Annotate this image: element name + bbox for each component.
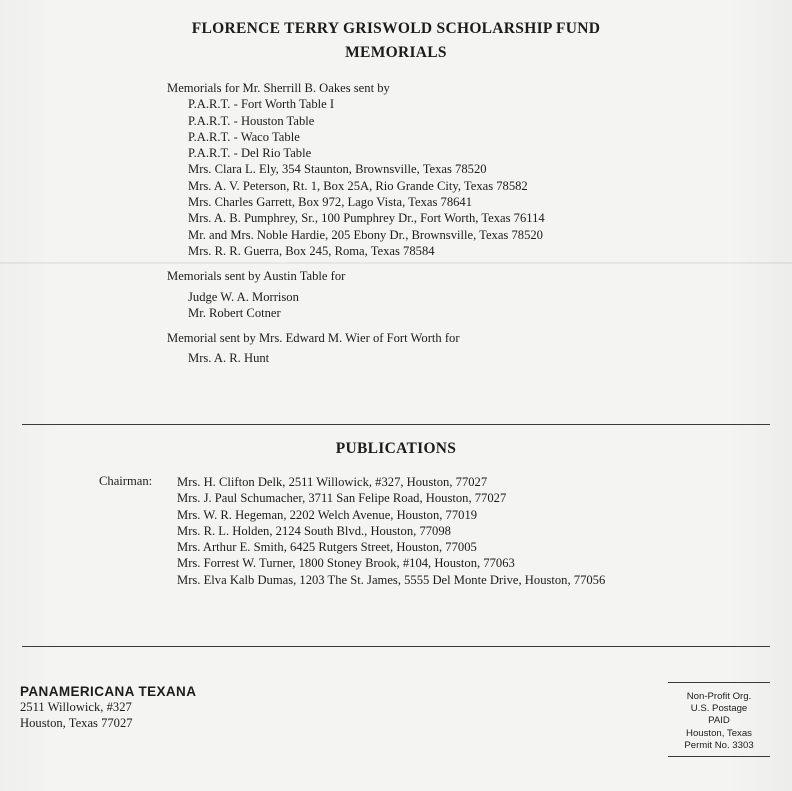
list-item: Mrs. A. V. Peterson, Rt. 1, Box 25A, Rio Grande City, Texas 78582 xyxy=(188,178,528,193)
postage-line: PAID xyxy=(708,715,730,727)
list-item: Mrs. R. R. Guerra, Box 245, Roma, Texas 78584 xyxy=(188,243,435,258)
postage-line: Permit No. 3303 xyxy=(684,739,754,751)
list-item: Mrs. A. B. Pumphrey, Sr., 100 Pumphrey Dr., Fort Worth, Texas 76114 xyxy=(188,211,545,226)
memorial-group-heading: Memorials for Mr. Sherrill B. Oakes sent by xyxy=(167,81,390,95)
postage-line: Non-Profit Org. xyxy=(686,691,752,702)
document-title: FLORENCE TERRY GRISWOLD SCHOLARSHIP FUND xyxy=(191,20,601,37)
section-heading-publications: PUBLICATIONS xyxy=(335,440,457,457)
list-item: P.A.R.T. - Waco Table xyxy=(188,129,300,144)
return-address-line: Houston, Texas 77027 xyxy=(20,716,133,730)
list-item: Mrs. Clara L. Ely, 354 Staunton, Brownsville, Texas 78520 xyxy=(188,162,487,177)
list-item: P.A.R.T. - Fort Worth Table I xyxy=(188,97,335,112)
list-item: Judge W. A. Morrison xyxy=(188,289,299,304)
section-divider xyxy=(22,424,770,425)
list-item: Mrs. R. L. Holden, 2124 South Blvd., Houston, 77098 xyxy=(177,523,451,538)
list-item: P.A.R.T. - Houston Table xyxy=(188,113,315,128)
list-item: P.A.R.T. - Del Rio Table xyxy=(188,146,312,161)
section-divider xyxy=(22,646,770,647)
list-item: Mr. and Mrs. Noble Hardie, 205 Ebony Dr., Brownsville, Texas 78520 xyxy=(188,227,543,242)
memorial-group-heading: Memorials sent by Austin Table for xyxy=(167,269,346,284)
chairman-label: Chairman: xyxy=(99,474,153,488)
list-item: Mrs. Arthur E. Smith, 6425 Rutgers Street, Houston, 77005 xyxy=(177,540,477,555)
memorials-section xyxy=(167,80,545,367)
list-item: Mrs. H. Clifton Delk, 2511 Willowick, #327, Houston, 77027 xyxy=(177,475,488,489)
list-item: Mrs. Charles Garrett, Box 972, Lago Vista, Texas 78641 xyxy=(188,195,473,210)
postage-indicia xyxy=(668,682,770,757)
list-item: Mrs. W. R. Hegeman, 2202 Welch Avenue, Houston, 77019 xyxy=(177,507,478,522)
list-item: Mrs. Forrest W. Turner, 1800 Stoney Brook, #104, Houston, 77063 xyxy=(177,556,515,571)
section-heading-memorials: MEMORIALS xyxy=(345,44,447,61)
publications-committee-list xyxy=(177,474,605,588)
postage-line: U.S. Postage xyxy=(690,703,748,715)
postage-line: Houston, Texas xyxy=(686,727,752,739)
memorial-group-heading: Memorial sent by Mrs. Edward M. Wier of Fort Worth for xyxy=(167,331,460,346)
memorial-honoree-list xyxy=(167,289,545,322)
list-item: Mrs. J. Paul Schumacher, 3711 San Felipe Road, Houston, 77027 xyxy=(177,491,507,506)
return-address-line: 2511 Willowick, #327 xyxy=(20,700,132,714)
list-item: Mr. Robert Cotner xyxy=(188,305,281,320)
list-item: Mrs. Elva Kalb Dumas, 1203 The St. James, 5555 Del Monte Drive, Houston, 77056 xyxy=(177,572,606,587)
memorial-honoree-list xyxy=(167,350,545,366)
return-address-org-name: PANAMERICANA TEXANA xyxy=(20,684,197,699)
memorial-donor-list xyxy=(167,96,545,259)
list-item: Mrs. A. R. Hunt xyxy=(188,351,270,366)
